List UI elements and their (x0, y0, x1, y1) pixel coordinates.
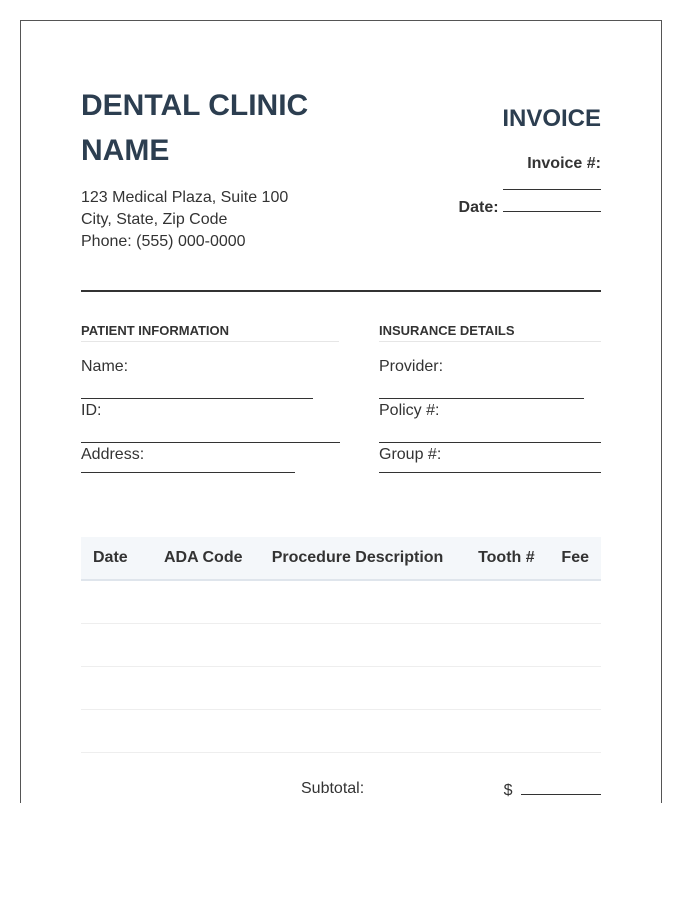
patient-address-field (81, 430, 339, 474)
column-header-ada-code: ADA Code (152, 537, 260, 580)
invoice-number-blank[interactable] (503, 175, 601, 190)
table-row (81, 710, 601, 753)
column-header-tooth-number: Tooth # (466, 537, 549, 580)
table-cell[interactable] (549, 624, 601, 667)
procedures-table-wrap (81, 537, 601, 753)
patient-name-field (81, 342, 339, 386)
patient-address-label: Address: (81, 446, 145, 463)
insurance-policy-label: Policy #: (379, 402, 440, 419)
table-row (81, 667, 601, 710)
patient-name-label: Name: (81, 358, 129, 375)
table-cell[interactable] (260, 580, 466, 624)
currency-symbol: $ (503, 782, 513, 799)
patient-id-field (81, 386, 339, 430)
invoice-page (20, 20, 662, 803)
insurance-details-section (379, 323, 601, 474)
invoice-title: INVOICE (502, 105, 601, 132)
table-cell[interactable] (152, 624, 260, 667)
subtotal-blank[interactable] (521, 780, 601, 795)
insurance-group-field (379, 430, 601, 474)
table-cell[interactable] (81, 624, 152, 667)
invoice-number-blank-row (381, 175, 601, 197)
table-cell[interactable] (152, 667, 260, 710)
table-cell[interactable] (152, 580, 260, 624)
patient-address-blank[interactable] (81, 472, 295, 473)
table-cell[interactable] (81, 580, 152, 624)
clinic-name: DENTAL CLINIC NAME (81, 89, 309, 167)
column-header-procedure-description: Procedure Description (260, 537, 466, 580)
insurance-group-blank[interactable] (379, 472, 601, 473)
procedures-header-row (81, 537, 601, 580)
subtotal-value (504, 780, 601, 800)
insurance-provider-label: Provider: (379, 358, 444, 375)
column-header-fee: Fee (549, 537, 601, 580)
table-cell[interactable] (466, 624, 549, 667)
table-row (81, 624, 601, 667)
address-line-1: 123 Medical Plaza, Suite 100 (81, 189, 289, 206)
table-cell[interactable] (81, 667, 152, 710)
table-row (81, 580, 601, 624)
table-cell[interactable] (549, 710, 601, 753)
invoice-number-label: Invoice #: (527, 155, 601, 172)
table-cell[interactable] (549, 580, 601, 624)
header-divider (81, 290, 601, 292)
address-line-2: City, State, Zip Code (81, 211, 228, 228)
insurance-group-label: Group #: (379, 446, 442, 463)
clinic-phone: Phone: (555) 000-0000 (81, 233, 246, 250)
patient-information-section (81, 323, 339, 474)
insurance-details-heading: INSURANCE DETAILS (379, 323, 601, 342)
invoice-number-row (381, 153, 601, 175)
procedures-table (81, 537, 601, 753)
table-cell[interactable] (260, 624, 466, 667)
column-header-date: Date (81, 537, 152, 580)
invoice-meta (381, 153, 601, 219)
table-cell[interactable] (466, 667, 549, 710)
insurance-policy-field (379, 386, 601, 430)
table-cell[interactable] (549, 667, 601, 710)
table-cell[interactable] (260, 667, 466, 710)
patient-id-label: ID: (81, 402, 102, 419)
subtotal-label: Subtotal: (301, 780, 365, 797)
table-cell[interactable] (81, 710, 152, 753)
insurance-provider-field (379, 342, 601, 386)
table-cell[interactable] (466, 580, 549, 624)
patient-information-heading: PATIENT INFORMATION (81, 323, 339, 342)
invoice-date-row (381, 197, 601, 219)
table-cell[interactable] (152, 710, 260, 753)
table-cell[interactable] (260, 710, 466, 753)
invoice-date-label: Date: (458, 199, 499, 216)
clinic-address (81, 187, 288, 253)
table-cell[interactable] (466, 710, 549, 753)
invoice-date-blank[interactable] (503, 197, 601, 212)
